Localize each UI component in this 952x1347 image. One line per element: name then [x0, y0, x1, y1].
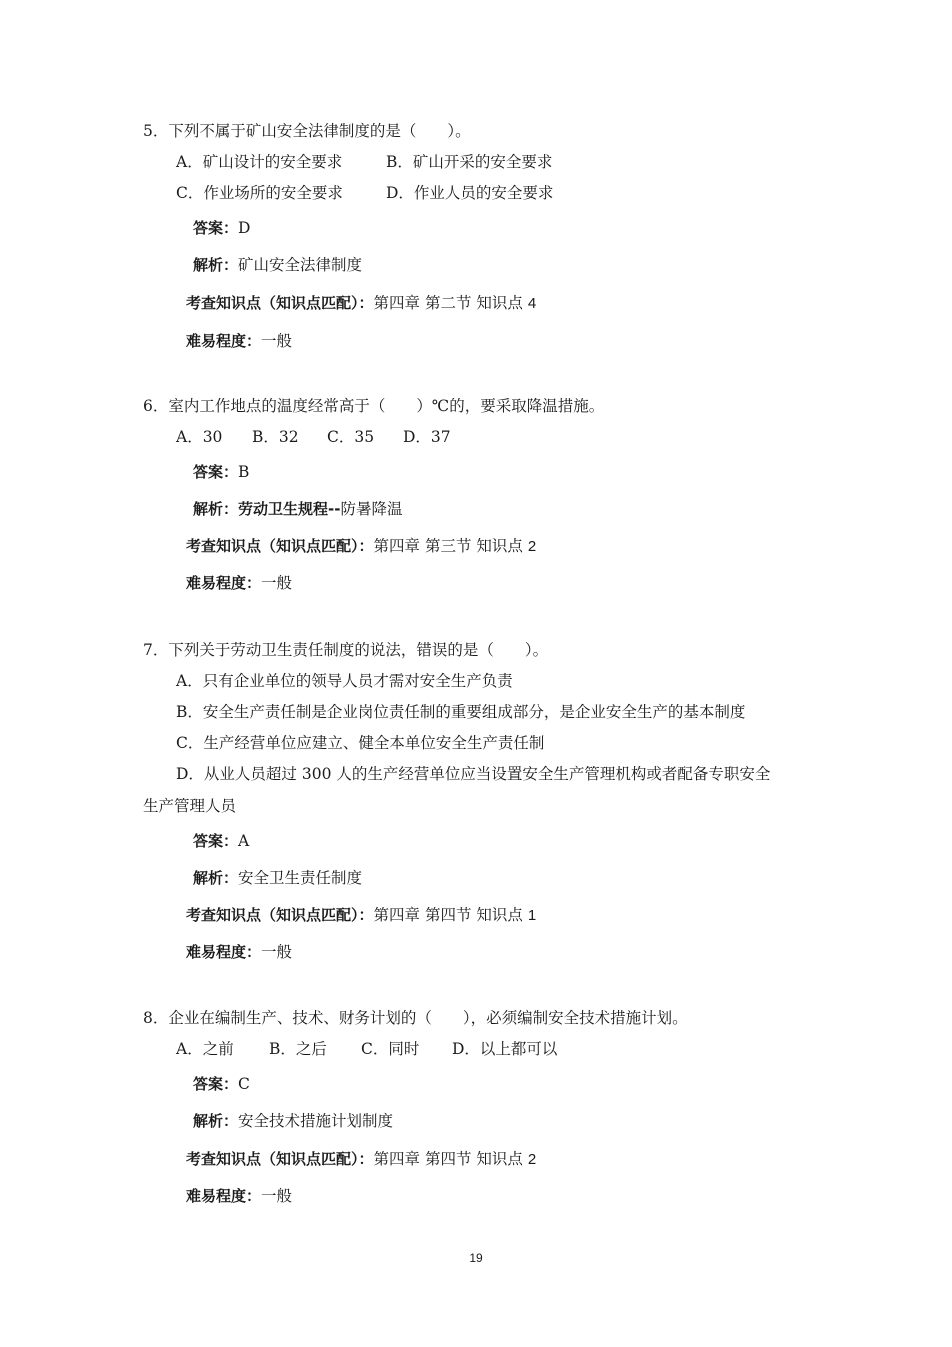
option-a: A．只有企业单位的领导人员才需对安全生产负责 — [176, 672, 513, 690]
question-5-analysis — [193, 255, 362, 275]
question-7-knowledge — [186, 905, 536, 926]
answer-label: 答案： — [193, 463, 239, 481]
option-c: C．作业场所的安全要求 — [176, 184, 343, 202]
question-8-stem: 8．企业在编制生产、技术、财务计划的（ ），必须编制安全技术措施计划。 — [143, 1009, 688, 1027]
option-c: C．同时 — [361, 1040, 420, 1058]
option-b: B．安全生产责任制是企业岗位责任制的重要组成部分，是企业安全生产的基本制度 — [176, 703, 746, 721]
option-a: A．30 — [176, 428, 223, 446]
analysis-value: 防暑降温 — [340, 500, 403, 518]
question-7-answer — [193, 831, 249, 851]
question-5-options-row-2 — [176, 183, 553, 203]
analysis-bold-value: 劳动卫生规程-- — [238, 500, 341, 518]
option-c: C．35 — [327, 428, 375, 446]
difficulty-value: 一般 — [261, 332, 293, 350]
option-d: D．作业人员的安全要求 — [386, 184, 554, 202]
analysis-value: 矿山安全法律制度 — [238, 256, 363, 274]
answer-value: B — [238, 463, 250, 481]
option-d: D．以上都可以 — [452, 1040, 558, 1058]
question-5-difficulty — [186, 331, 292, 351]
question-5-stem: 5．下列不属于矿山安全法律制度的是（ ）。 — [143, 122, 471, 140]
option-d: D．从业人员超过 300 人的生产经营单位应当设置安全生产管理机构或者配备专职安全 — [176, 765, 771, 783]
question-5-answer — [193, 218, 250, 238]
knowledge-label: 考查知识点（知识点匹配）： — [186, 1150, 374, 1168]
question-6-answer — [193, 462, 249, 482]
answer-label: 答案： — [193, 1075, 239, 1093]
question-7-difficulty — [186, 942, 292, 962]
question-7-analysis — [193, 868, 362, 888]
knowledge-number: 4 — [527, 295, 537, 312]
option-b: B．矿山开采的安全要求 — [386, 153, 553, 171]
analysis-label: 解析： — [193, 1112, 239, 1130]
question-8-analysis — [193, 1111, 393, 1131]
question-8-answer — [193, 1074, 250, 1094]
knowledge-number: 1 — [527, 907, 537, 924]
question-8-options — [176, 1039, 557, 1059]
question-6-stem: 6．室内工作地点的温度经常高于（ ）℃的，要采取降温措施。 — [143, 397, 605, 415]
question-8-difficulty — [186, 1186, 292, 1206]
question-6-options — [176, 427, 451, 447]
option-a: A．之前 — [176, 1040, 234, 1058]
knowledge-label: 考查知识点（知识点匹配）： — [186, 537, 374, 555]
difficulty-value: 一般 — [261, 943, 293, 961]
knowledge-number: 2 — [527, 538, 537, 555]
question-8-knowledge — [186, 1149, 536, 1170]
question-5-knowledge — [186, 293, 536, 314]
option-d-continued: 生产管理人员 — [143, 797, 237, 815]
knowledge-value: 第四章 第四节 知识点 — [373, 1150, 523, 1168]
option-b: B．32 — [252, 428, 299, 446]
answer-value: A — [238, 832, 250, 850]
knowledge-value: 第四章 第三节 知识点 — [373, 537, 523, 555]
analysis-value: 安全卫生责任制度 — [238, 869, 363, 887]
option-d: D．37 — [403, 428, 451, 446]
analysis-value: 安全技术措施计划制度 — [238, 1112, 394, 1130]
option-a: A．矿山设计的安全要求 — [176, 153, 343, 171]
question-6-knowledge — [186, 536, 536, 557]
knowledge-label: 考查知识点（知识点匹配）： — [186, 294, 374, 312]
option-c: C．生产经营单位应建立、健全本单位安全生产责任制 — [176, 734, 545, 752]
option-b: B．之后 — [269, 1040, 327, 1058]
question-6-analysis — [193, 499, 402, 519]
difficulty-label: 难易程度： — [186, 574, 262, 592]
difficulty-value: 一般 — [261, 574, 293, 592]
knowledge-label: 考查知识点（知识点匹配）： — [186, 906, 374, 924]
page-number: 19 — [469, 1251, 483, 1265]
answer-value: D — [238, 219, 251, 237]
analysis-label: 解析： — [193, 500, 239, 518]
difficulty-value: 一般 — [261, 1187, 293, 1205]
analysis-label: 解析： — [193, 256, 239, 274]
knowledge-value: 第四章 第四节 知识点 — [373, 906, 523, 924]
question-6-difficulty — [186, 573, 292, 593]
difficulty-label: 难易程度： — [186, 1187, 262, 1205]
knowledge-number: 2 — [527, 1151, 537, 1168]
difficulty-label: 难易程度： — [186, 332, 262, 350]
answer-value: C — [238, 1075, 250, 1093]
difficulty-label: 难易程度： — [186, 943, 262, 961]
analysis-label: 解析： — [193, 869, 239, 887]
question-7-stem: 7．下列关于劳动卫生责任制度的说法，错误的是（ ）。 — [143, 641, 549, 659]
answer-label: 答案： — [193, 832, 239, 850]
knowledge-value: 第四章 第二节 知识点 — [373, 294, 523, 312]
question-5-options-row-1 — [176, 152, 552, 172]
answer-label: 答案： — [193, 219, 239, 237]
